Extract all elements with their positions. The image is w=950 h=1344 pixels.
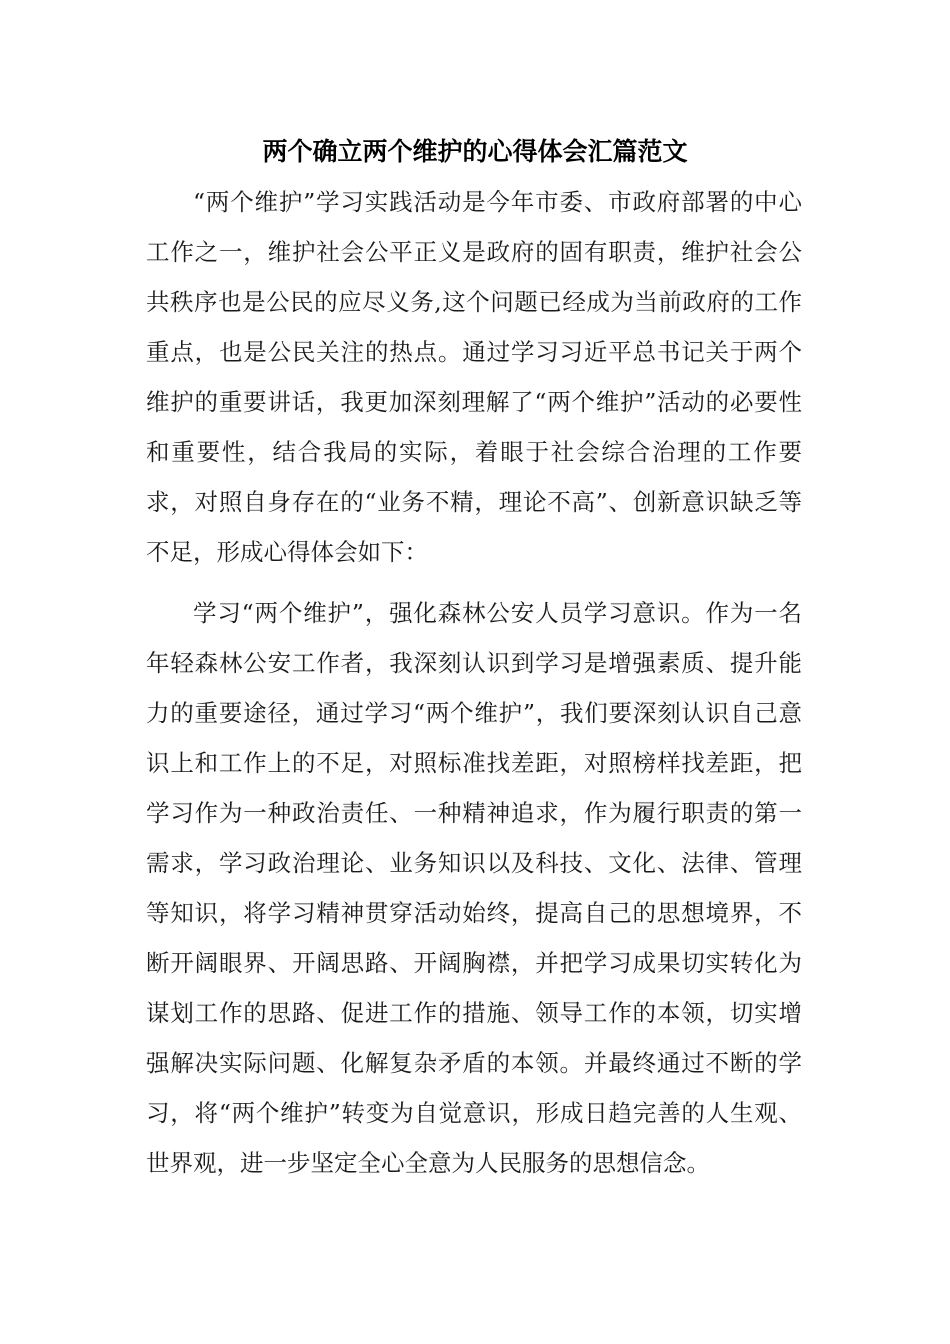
paragraph-study: 学习“两个维护”，强化森林公安人员学习意识。作为一名年轻森林公安工作者，我深刻认识到学习是增强素质、提升能力的重要途径，通过学习“两个维护”，我们要深刻认识自己意识上和工作上的不足，对照标准找差距，对照榜样找差距，把学习作为一种政治责任、一种精神追求，作为履行职责的第一需求，学习政治理论、业务知识以及科技、文化、法律、管理等知识，将学习精神贯穿活动始终，提高自己的思想境界，不断开阔眼界、开阔思路、开阔胸襟，并把学习成果切实转化为谋划工作的思路、促进工作的措施、领导工作的本领，切实增强解决实际问题、化解复杂矛盾的本领。并最终通过不断的学习，将“两个维护”转变为自觉意识，形成日趋完善的人生观、世界观，进一步坚定全心全意为人民服务的思想信念。	[146, 599, 802, 1177]
paragraph-intro: “两个维护”学习实践活动是今年市委、市政府部署的中心工作之一，维护社会公平正义是政府的固有职责，维护社会公共秩序也是公民的应尽义务,这个问题已经成为当前政府的工作重点，也是公民关注的热点。通过学习习近平总书记关于两个维护的重要讲话，我更加深刻理解了“两个维护”活动的必要性和重要性，结合我局的实际，着眼于社会综合治理的工作要求，对照自身存在的“业务不精，理论不高”、创新意识缺乏等不足，形成心得体会如下：	[146, 188, 802, 566]
document-title: 两个确立两个维护的心得体会汇篇范文	[262, 137, 688, 166]
